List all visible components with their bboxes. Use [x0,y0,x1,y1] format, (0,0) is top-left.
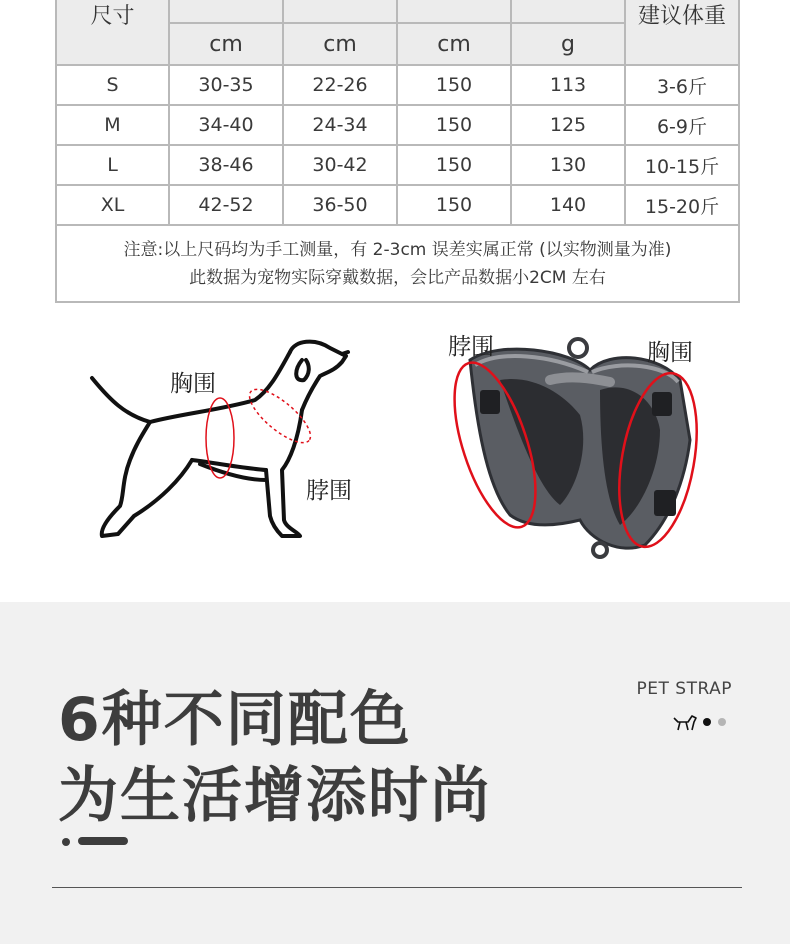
weight-g-cell: 125 [511,105,625,145]
header-cell [169,0,283,23]
unit-cell: cm [169,23,283,65]
table-row [56,65,739,105]
unit-cell: cm [397,23,511,65]
table-row [56,145,739,185]
pet-strap-tag: PET STRAP [636,679,732,699]
neck-cell: 30-42 [283,145,397,185]
weight-g-cell: 130 [511,145,625,185]
dog-icon [672,710,732,734]
chest-cell: 34-40 [169,105,283,145]
headline-line-2: 为生活增添时尚 [58,761,492,831]
dog-outline-icon [80,330,370,560]
unit-cell: g [511,23,625,65]
decor-bar [78,837,128,845]
harness-neck-label: 脖围 [448,334,494,360]
headline-line-1: 6种不同配色 [58,685,412,755]
neck-measure-mark [242,381,318,451]
table-row [56,185,739,225]
decor-dot [62,838,70,846]
header-cell [511,0,625,23]
length-cell: 150 [397,145,511,185]
table-header-row [56,0,739,23]
neck-cell: 24-34 [283,105,397,145]
weight-g-cell: 140 [511,185,625,225]
header-size: 尺寸 [56,0,169,65]
chest-cell: 38-46 [169,145,283,185]
pet-weight-cell: 6-9斤 [625,105,739,145]
dog-neck-label: 脖围 [306,478,352,504]
length-cell: 150 [397,185,511,225]
length-cell: 150 [397,105,511,145]
table-row [56,105,739,145]
neck-cell: 22-26 [283,65,397,105]
pet-weight-cell: 3-6斤 [625,65,739,105]
size-cell: XL [56,185,169,225]
dog-chest-label: 胸围 [170,371,216,397]
length-cell: 150 [397,65,511,105]
chest-cell: 42-52 [169,185,283,225]
size-cell: S [56,65,169,105]
chest-cell: 30-35 [169,65,283,105]
note-line-1: 注意:以上尺码均为手工测量，有 2-3cm 误差实属正常 (以实物测量为准) [123,239,672,260]
weight-g-cell: 113 [511,65,625,105]
pet-weight-cell: 15-20斤 [625,185,739,225]
table-note-row [56,225,739,302]
size-cell: L [56,145,169,185]
header-weight: 建议体重 [625,0,739,65]
header-cell [283,0,397,23]
harness-chest-label: 胸围 [647,340,693,366]
size-cell: M [56,105,169,145]
unit-cell: cm [283,23,397,65]
divider [52,887,742,888]
header-cell [397,0,511,23]
neck-cell: 36-50 [283,185,397,225]
measurement-note [56,225,739,302]
note-line-2: 此数据为宠物实际穿戴数据，会比产品数据小2CM 左右 [189,267,606,288]
pet-weight-cell: 10-15斤 [625,145,739,185]
size-table [55,0,740,303]
